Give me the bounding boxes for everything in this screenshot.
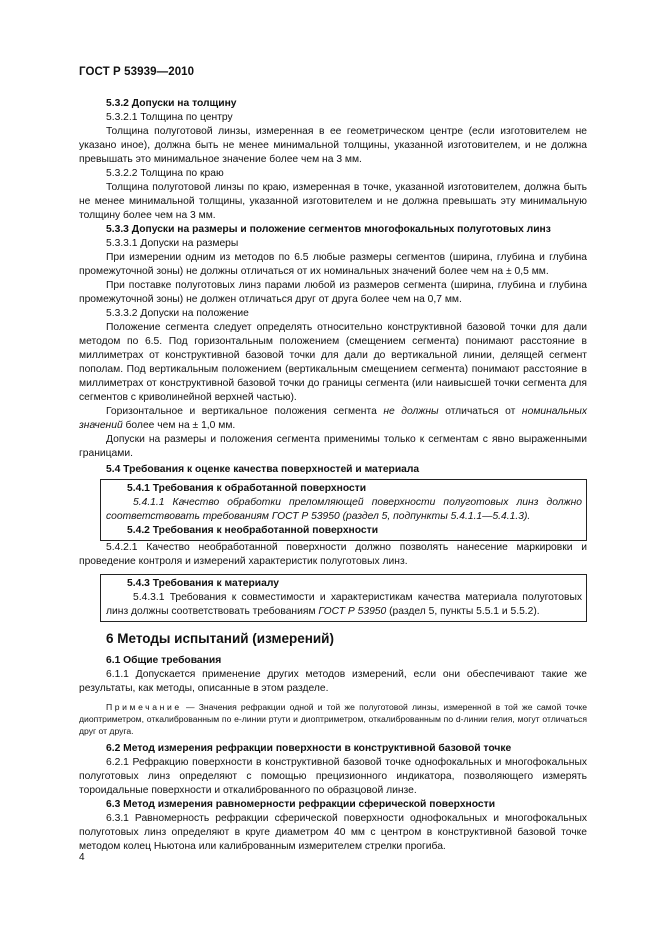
note-label: Примечание [106,702,182,712]
note-paragraph [79,701,587,737]
section-6-heading: 6 Методы испытаний (измерений) [106,631,334,646]
paragraph: 6.3.1 Равномерность рефракции сферической поверхности однофокальных и многофокальных полуготовых линз определяют в круге диаметром 40 мм с центром в конструктивной базовой точке методом колец Ньютона или калиброванным измерителем стрелки прогиба. [79,813,587,852]
paragraph: 5.4.1.1 Качество обработки преломляющей поверхности полуготовых линз должно соответствовать требованиям ГОСТ Р 53950 (раздел 5, подпункты 5.4.1.1—5.4.1.3). [106,497,582,522]
paragraph: Положение сегмента следует определять относительно конструктивной базовой точки для дали методом по 6.5. Под горизонтальным положением (смещением сегмента) понимают расстояние в миллиметрах от конструктивной базовой точки для дали до вертикальной линии, делящей сегмент пополам. Под вертикальным положением (вертикальным смещением сегмента) понимают расстояние в миллиметрах от конструктивной базовой точки до границы сегмента (или наивысшей точки сегмента для сегментов с криволинейной верхней частью). [79,322,587,403]
paragraph [79,405,587,433]
text-run: отличаться от [438,406,522,417]
paragraph: 6.2.1 Рефракцию поверхности в конструктивной базовой точке однофокальных и многофокальных полуготовых линз определяют с помощью прецизионного индикатора, позволяющего измерять тороидальные поверхности и откалиброванного по образцовой линзе. [79,757,587,796]
clause-5-3-2-1-heading: 5.3.2.1 Толщина по центру [106,112,233,123]
clause-5-4-2-heading: 5.4.2 Требования к необработанной поверхности [127,525,379,536]
text-run: более чем на ± 1,0 мм. [122,420,236,431]
text-run: Горизонтальное и вертикальное положения сегмента [106,406,384,417]
paragraph: Допуски на размеры и положения сегмента применимы только к сегментам с явно выраженными границами. [79,434,587,459]
text-run: (раздел 5, пункты 5.5.1 и 5.5.2). [386,606,540,617]
clause-5-3-2-2-heading: 5.3.2.2 Толщина по краю [106,168,224,179]
clause-6-1-heading: 6.1 Общие требования [106,655,222,666]
page-number: 4 [79,852,85,863]
section-5-3-2-heading: 5.3.2 Допуски на толщину [106,98,237,109]
clause-5-3-3-2-heading: 5.3.3.2 Допуски на положение [106,308,249,319]
clause-5-3-3-1-heading: 5.3.3.1 Допуски на размеры [106,238,239,249]
clause-5-4-3-heading: 5.4.3 Требования к материалу [127,578,279,589]
text-run: 5.4.3.1 Требования к совместимости и характеристикам качества материала полуготовых линз должны соответствовать требованиям [106,592,582,617]
note-text: — Значения рефракции одной и той же полуготовой линзы, измеренной в той же самой точке диоптриметром, откалиброванным по e-линии ртути и диоптриметром, откалиброванным по d-линии гелия, могут отличаться друг от друга. [79,702,587,736]
document-body [79,97,587,854]
section-5-3-3-heading: 5.3.3 Допуски на размеры и положение сегментов многофокальных полуготовых линз [106,224,551,235]
paragraph: 5.4.2.1 Качество необработанной поверхности должно позволять нанесение маркировки и проведение контроля и измерений характеристик полуготовых линз. [79,542,587,567]
revision-box-5-4-3 [100,574,587,622]
clause-6-3-heading: 6.3 Метод измерения равномерности рефракции сферической поверхности [106,799,496,810]
italic-text: номинальных значений [79,406,587,431]
italic-text: не должны [383,406,439,417]
italic-text: ГОСТ Р 53950 [318,606,387,617]
paragraph [106,591,582,619]
paragraph: Толщина полуготовой линзы по краю, измеренная в точке, указанной изготовителем, должна быть не менее минимальной толщины, указанной изготовителем и не должна превышать эту минимальную толщину более чем на 3 мм. [79,182,587,221]
clause-5-4-1-heading: 5.4.1 Требования к обработанной поверхности [127,483,367,494]
clause-6-2-heading: 6.2 Метод измерения рефракции поверхности в конструктивной базовой точке [106,743,512,754]
paragraph: 6.1.1 Допускается применение других методов измерений, если они обеспечивают такие же результаты, как методы, описанные в этом разделе. [79,669,587,694]
paragraph: При измерении одним из методов по 6.5 любые размеры сегментов (ширина, глубина и глубина промежуточной зоны) не должны отличаться от их номинальных значений более чем на ± 0,5 мм. [79,252,587,277]
section-5-4-heading: 5.4 Требования к оценке качества поверхностей и материала [106,464,420,475]
revision-box-5-4-1 [100,479,587,541]
document-header: ГОСТ Р 53939—2010 [79,66,195,78]
paragraph: Толщина полуготовой линзы, измеренная в ее геометрическом центре (если изготовителем не указано иное), должна быть не менее минимальной толщины, указанной изготовителем, и не должна превышать это минимальное значение более чем на 3 мм. [79,126,587,165]
paragraph: При поставке полуготовых линз парами любой из размеров сегмента (ширина, глубина и глубина промежуточной зоны) не должен отличаться друг от друга более чем на 0,7 мм. [79,280,587,305]
